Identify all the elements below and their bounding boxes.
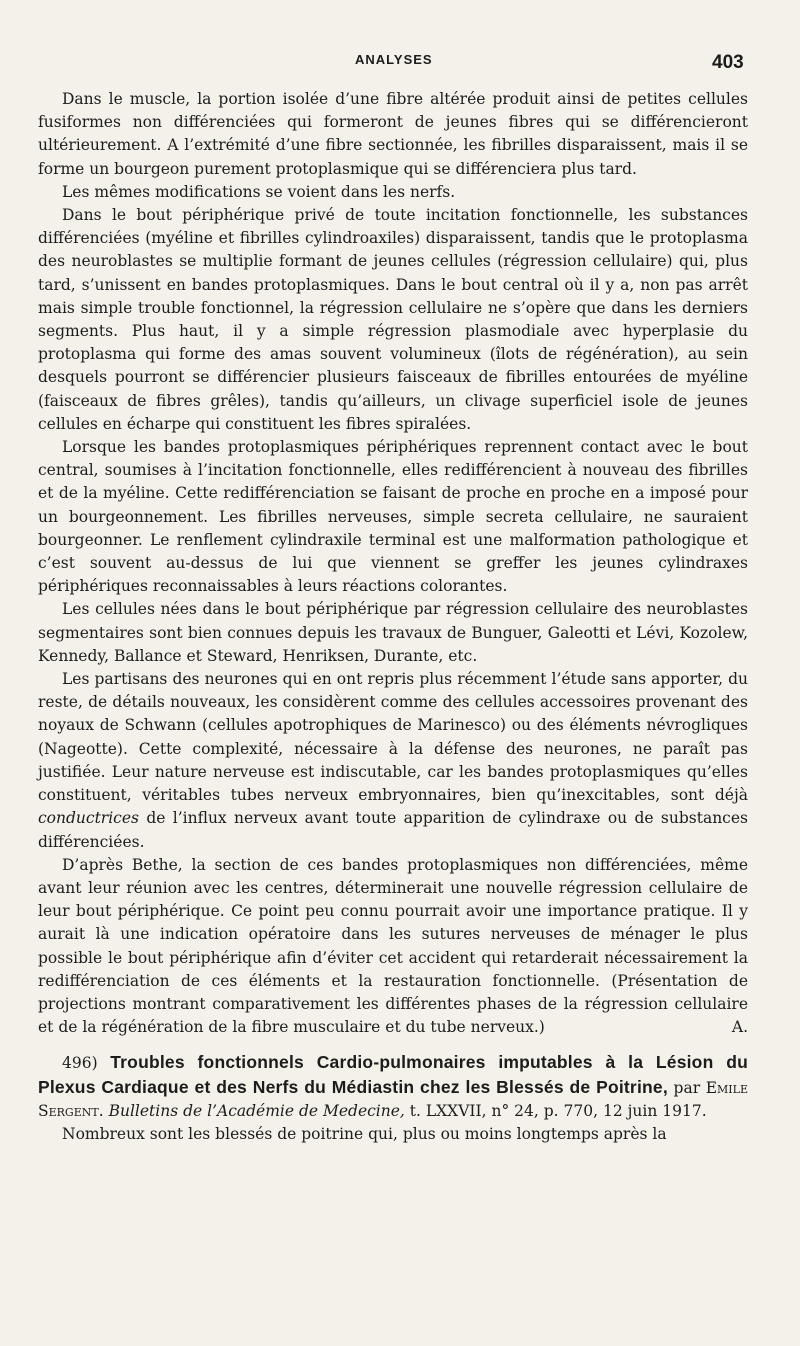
paragraph: Dans le muscle, la portion isolée d’une fibre altérée produit ainsi de petites cellules fusiformes non différenciées qui formeront de jeunes fibres qui se différencieront ultérieurement. A l’extrémité d’une fibre sectionnée, les fibrilles disparaissent, mais il se forme un bourgeon purement protoplasmique qui se différenciera plus tard. [38, 90, 748, 178]
paragraph [38, 668, 748, 854]
running-head: ANALYSES [355, 52, 433, 67]
paragraph: Dans le bout périphérique privé de toute incitation fonctionnelle, les substances différenciées (myéline et fibrilles cylindroaxiles) disparaissent, tandis que le protoplasma des neuroblastes se multiplie formant de jeunes cellules (régression cellulaire) qui, plus tard, s’unissent en bandes protoplasmiques. Dans le bout central où il y a, non pas arrêt mais simple trouble fonctionnel, la régression cellulaire ne s’opère que dans les derniers segments. Plus haut, il y a simple régression plasmodiale avec hyperplasie du protoplasma qui forme des amas souvent volumineux (îlots de régénération), au sein desquels pourront se différencier plusieurs faisceaux de fibrilles entourées de myéline (faisceaux de fibres grêles), tandis qu’ailleurs, un clivage superficiel isole de jeunes cellules en écharpe qui constituent les fibres spiralées. [38, 206, 748, 433]
entry-heading [38, 1051, 748, 1123]
paragraph: Lorsque les bandes protoplasmiques périphériques reprennent contact avec le bout central, soumises à l’incitation fonctionnelle, elles redifférencient à nouveau des fibrilles et de la myéline. Cette redifférenciation se faisant de proche en proche en a imposé pour un bourgeonnement. Les fibrilles nerveuses, simple secreta cellulaire, ne sauraient bourgeonner. Le renflement cylindraxile terminal est une malformation pathologique et c’est souvent au-dessus de lui que viennent se greffer les jeunes cylindraxes périphériques reconnaissables à leurs réactions colorantes. [38, 438, 748, 596]
paragraph-text: de l’influx nerveux avant toute apparition de cylindraxe ou de substances différenciées. [38, 809, 748, 851]
author-signature: A. [731, 1018, 748, 1037]
paragraph [38, 854, 748, 1040]
entry-citation: t. LXXVII, n° 24, p. 770, 12 juin 1917. [404, 1101, 707, 1120]
page-number: 403 [712, 52, 744, 73]
entry-body: Nombreux sont les blessés de poitrine qui, plus ou moins longtemps après la [62, 1124, 667, 1143]
entry-by: par [667, 1078, 706, 1097]
paragraph-text: D’après Bethe, la section de ces bandes protoplasmiques non différenciées, même avant leur réunion avec les centres, déterminerait une nouvelle régression cellulaire de leur bout périphérique. Ce point peu connu pourrait avoir une importance pratique. Il y aurait là une indication opératoire dans les sutures nerveuses de ménager le plus possible le bout périphérique afin d’éviter cet accident qui retarderait nécessairement la redifférenciation de ces éléments et la restauration fonctionnelle. (Présentation de projections montrant comparativement les différentes phases de la régression cellulaire et de la régénération de la fibre musculaire et du tube nerveux.) [38, 855, 748, 1037]
paragraph-text: Les partisans des neurones qui en ont repris plus récemment l’étude sans apporter, du reste, de détails nouveaux, les considèrent comme des cellules accessoires provenant des noyaux de Schwann (cellules apotrophiques de Marinesco) ou des éléments névrogliques (Nageotte). Cette complexité, nécessaire à la défense des neurones, ne paraît pas justifiée. Leur nature nerveuse est indiscutable, car les bandes protoplasmiques qu’elles constituent, véritables tubes nerveux embryonnaires, bien qu’inexcitables, sont déjà [38, 670, 748, 805]
body-text [38, 88, 748, 1146]
entry-number: 496) [62, 1054, 98, 1073]
abstract-entry [38, 1051, 748, 1146]
entry-journal: Bulletins de l’Académie de Medecine, [108, 1101, 405, 1120]
emphasis-text: conductrices [38, 809, 139, 828]
entry-author: Emile Sergent [38, 1078, 748, 1120]
entry-title: Troubles fonctionnels Cardio-pulmonaires imputables à la Lésion du Plexus Cardiaque et des Nerfs du Médiastin chez les Blessés de Poitrine, [38, 1052, 748, 1097]
entry-punct: . [98, 1101, 109, 1120]
paragraph: Les cellules nées dans le bout périphérique par régression cellulaire des neuroblastes segmentaires sont bien connues depuis les travaux de Bunguer, Galeotti et Lévi, Kozolew, Kennedy, Ballance et Steward, Henriksen, Durante, etc. [38, 600, 748, 665]
paragraph: Les mêmes modifications se voient dans les nerfs. [62, 182, 456, 201]
